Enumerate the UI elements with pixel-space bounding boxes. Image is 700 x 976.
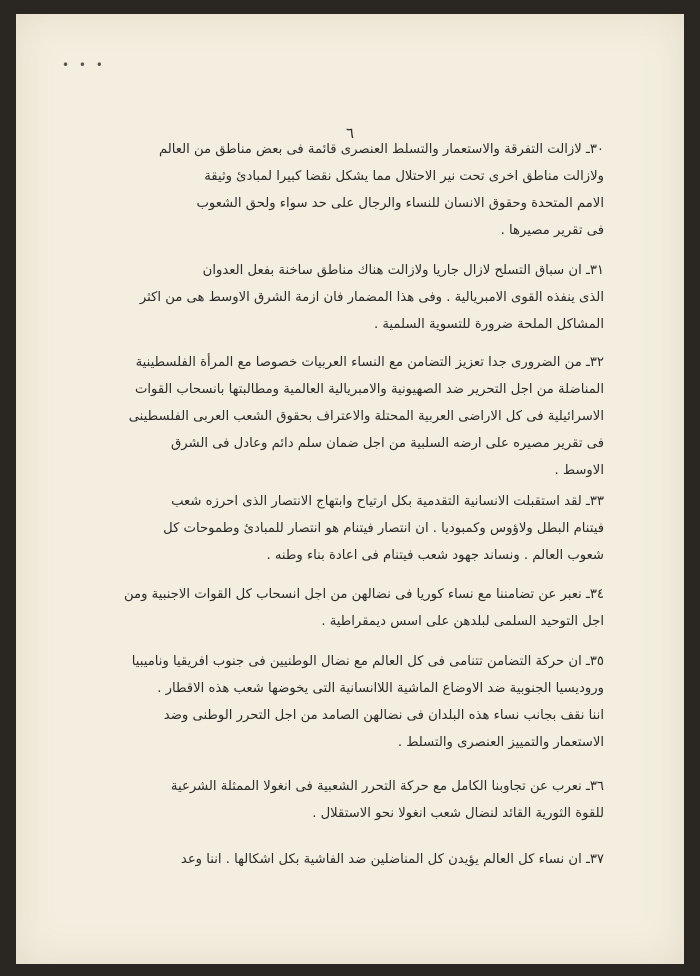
edge-marks: • • • [62,58,106,72]
paragraph-31 [98,257,604,338]
paragraph-30 [98,136,604,244]
text-line: وروديسيا الجنوبية ضد الاوضاع الماشية اللاانسانية التى يخوضها شعب هذه الاقطار . [157,681,604,696]
paragraph-35 [98,648,604,756]
page-number: ٦ [345,124,355,142]
text-line: الاسرائيلية فى كل الاراضى العربية المحتلة والاعتراف بحقوق الشعب العربى الفلسطينى [128,409,604,424]
text-line: فى تقرير مصيره على ارضه السلبية من اجل ضمان سلم دائم وعادل فى الشرق [171,436,604,451]
text-line: المناضلة من اجل التحرير ضد الصهيونية والامبريالية العالمية ومطالبتها بانسحاب القوات [134,382,604,397]
text-line: ٣٤ـ نعبر عن تضامننا مع نساء كوريا فى نضالهن من اجل انسحاب كل القوات الاجنبية ومن [124,587,604,602]
text-line: شعوب العالم . ونساند جهود شعب فيتنام فى اعادة بناء وطنه . [266,548,604,563]
text-line: ٣٢ـ من الضرورى جدا تعزيز التضامن مع النساء العربيات خصوصا مع المرأة الفلسطينية [135,355,604,370]
text-line: المشاكل الملحة ضرورة للتسوية السلمية . [373,317,604,332]
paragraph-32 [98,349,604,484]
text-line: الامم المتحدة وحقوق الانسان للنساء والرجال على حد سواء ولحق الشعوب [196,196,604,211]
text-line: ٣٦ـ نعرب عن تجاوبنا الكامل مع حركة التحرر الشعبية فى انغولا الممثلة الشرعية [170,779,604,794]
text-line: اجل التوحيد السلمى لبلدهن على اسس ديمقراطية . [321,614,604,629]
text-line: ٣١ـ ان سباق التسلح لازال جاريا ولازالت هناك مناطق ساخنة بفعل العدوان [202,263,604,278]
text-line: ولازالت مناطق اخرى تحت نير الاحتلال مما يشكل نقضا كبيرا لمبادئ وثيقة [204,169,604,184]
text-line: ٣٧ـ ان نساء كل العالم يؤيدن كل المناضلين ضد الفاشية بكل اشكالها . اننا وعد [180,852,604,867]
text-line: للقوة الثورية القائد لنضال شعب انغولا نحو الاستقلال . [312,806,604,821]
text-line: ٣٥ـ ان حركة التضامن تتنامى فى كل العالم مع نضال الوطنيين فى جنوب افريقيا وناميبيا [131,654,604,669]
paragraph-34 [98,581,604,635]
paragraph-37 [98,846,604,873]
paragraph-33 [98,488,604,569]
text-line: ٣٣ـ لقد استقبلت الانسانية التقدمية بكل ارتياح وابتهاج الانتصار الذى احرزه شعب [171,494,604,509]
text-line: ٣٠ـ لازالت التفرقة والاستعمار والتسلط العنصرى قائمة فى بعض مناطق من العالم [158,142,604,157]
text-line: الاوسط . [554,463,604,478]
text-line: فيتنام البطل ولاؤوس وكمبوديا . ان انتصار فيتنام هو انتصار للمبادئ وطموحات كل [163,521,604,536]
text-line: فى تقرير مصيرها . [500,223,604,238]
text-line: اننا نقف بجانب نساء هذه البلدان فى نضالهن الصامد من اجل التحرر الوطنى وضد [163,708,604,723]
paragraph-36 [98,773,604,827]
text-line: الاستعمار والتمييز العنصرى والتسلط . [397,735,604,750]
text-line: الذى ينفذه القوى الامبريالية . وفى هذا المضمار فان ازمة الشرق الاوسط هى من اكثر [139,290,604,305]
